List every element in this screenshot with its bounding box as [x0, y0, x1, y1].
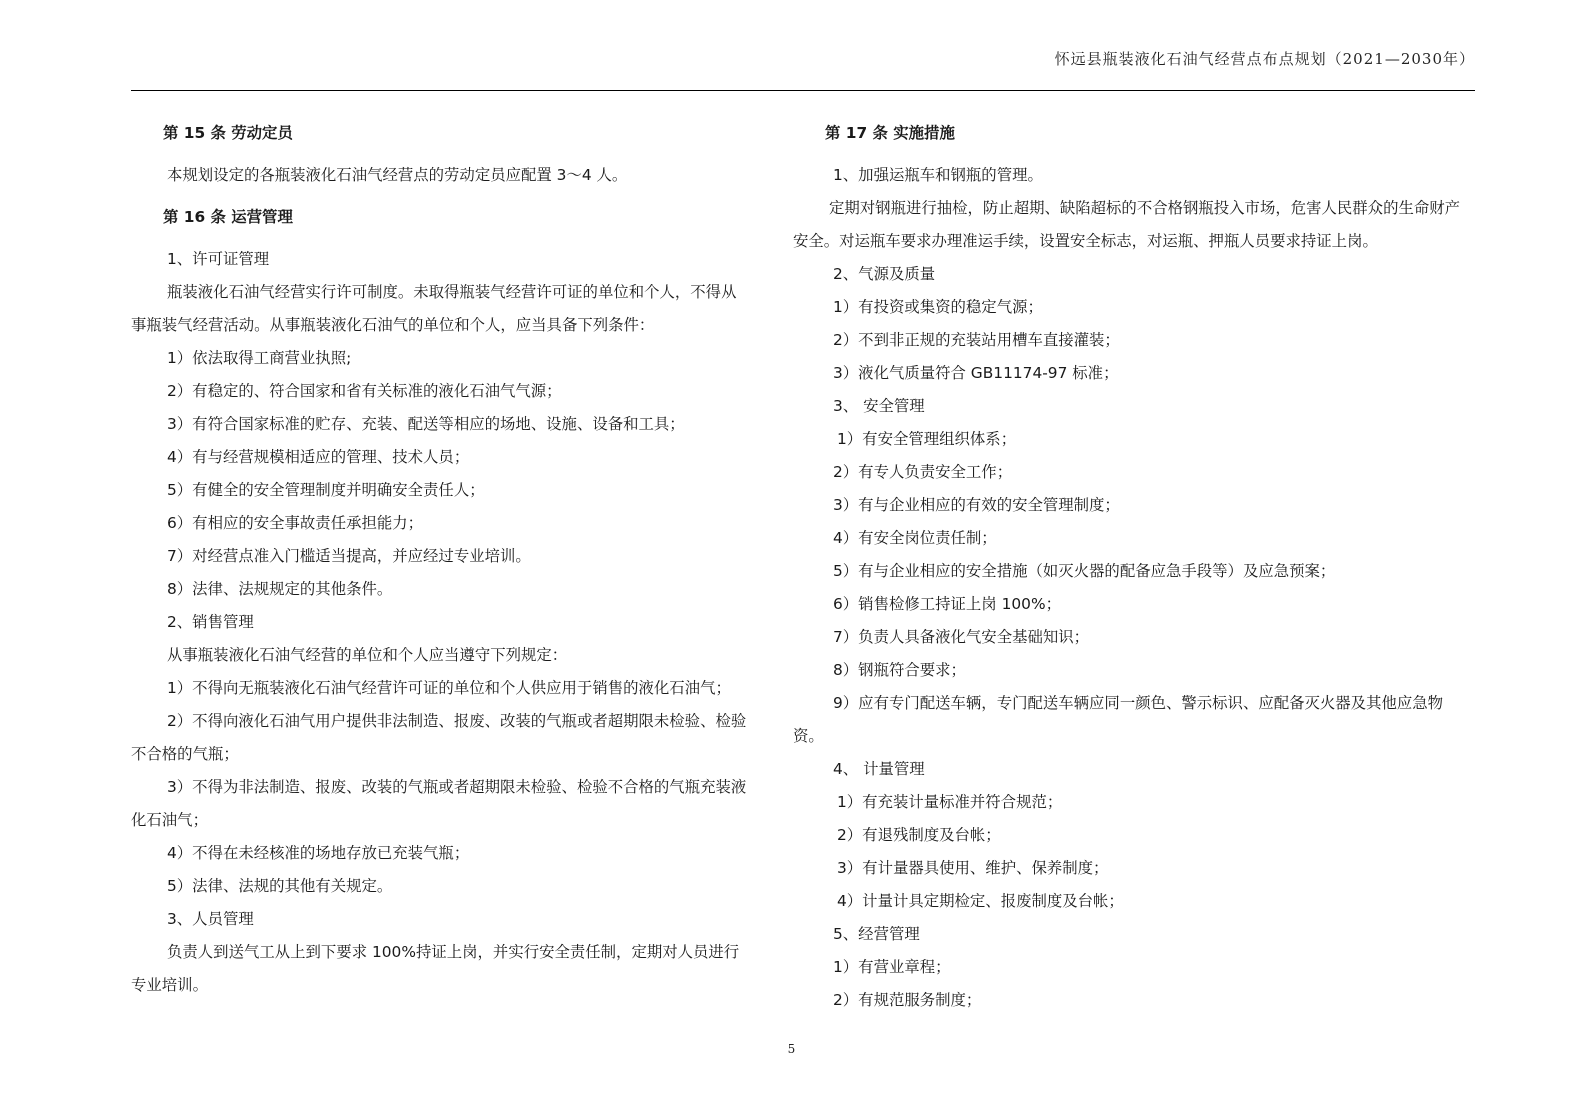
- paragraph: 负责人到送气工从上到下要求 100%持证上岗，并实行安全责任制，定期对人员进行: [167, 943, 740, 961]
- list-item-continuation: 化石油气；: [131, 811, 208, 829]
- list-item: 2）不得向液化石油气用户提供非法制造、报废、改装的气瓶或者超期限未检验、检验: [167, 712, 747, 730]
- list-item: 7）对经营点准入门槛适当提高，并应经过专业培训。: [167, 547, 531, 565]
- paragraph: 定期对钢瓶进行抽检，防止超期、缺陷超标的不合格钢瓶投入市场，危害人民群众的生命财产: [829, 199, 1461, 217]
- list-item: 2）有稳定的、符合国家和省有关标准的液化石油气气源；: [167, 382, 562, 400]
- section-heading: 3、 安全管理: [833, 397, 925, 415]
- list-item: 4）计量计具定期检定、报废制度及台帐；: [837, 892, 1124, 910]
- section-heading: 2、销售管理: [167, 613, 254, 631]
- left-column: [131, 117, 771, 1002]
- section-heading: 3、人员管理: [167, 910, 254, 928]
- article-17-title: 第 17 条 实施措施: [825, 124, 955, 142]
- paragraph: 从事瓶装液化石油气经营的单位和个人应当遵守下列规定：: [167, 646, 568, 664]
- list-item: 4）有安全岗位责任制；: [833, 529, 997, 547]
- paragraph: 瓶装液化石油气经营实行许可制度。未取得瓶装气经营许可证的单位和个人，不得从: [167, 283, 737, 301]
- list-item: 2）不到非正规的充装站用槽车直接灌装；: [833, 331, 1120, 349]
- section-heading: 5、经营管理: [833, 925, 920, 943]
- list-item: 3）液化气质量符合 GB11174-97 标准；: [833, 364, 1119, 382]
- article-15-title: 第 15 条 劳动定员: [163, 124, 293, 142]
- paragraph-continuation: 专业培训。: [131, 976, 208, 994]
- paragraph-continuation: 事瓶装气经营活动。从事瓶装液化石油气的单位和个人，应当具备下列条件：: [131, 316, 655, 334]
- section-heading: 2、气源及质量: [833, 265, 936, 283]
- list-item: 1）不得向无瓶装液化石油气经营许可证的单位和个人供应用于销售的液化石油气；: [167, 679, 731, 697]
- section-heading: 1、加强运瓶车和钢瓶的管理。: [833, 166, 1043, 184]
- list-item: 6）销售检修工持证上岗 100%；: [833, 595, 1061, 613]
- document-header: 怀远县瓶装液化石油气经营点布点规划（2021—2030年）: [1054, 50, 1475, 68]
- list-item: 4）不得在未经核准的场地存放已充装气瓶；: [167, 844, 470, 862]
- list-item: 6）有相应的安全事故责任承担能力；: [167, 514, 424, 532]
- page-number: 5: [787, 1042, 796, 1056]
- header-rule: [131, 90, 1475, 91]
- list-item: 1）有投资或集资的稳定气源；: [833, 298, 1043, 316]
- list-item: 3）不得为非法制造、报废、改装的气瓶或者超期限未检验、检验不合格的气瓶充装液: [167, 778, 747, 796]
- list-item: 3）有与企业相应的有效的安全管理制度；: [833, 496, 1120, 514]
- list-item: 9）应有专门配送车辆，专门配送车辆应同一颜色、警示标识、应配备灭火器及其他应急物: [833, 694, 1444, 712]
- list-item: 3）有符合国家标准的贮存、充装、配送等相应的场地、设施、设备和工具；: [167, 415, 685, 433]
- list-item: 8）法律、法规规定的其他条件。: [167, 580, 393, 598]
- article-15-text: 本规划设定的各瓶装液化石油气经营点的劳动定员应配置 3～4 人。: [167, 166, 628, 184]
- list-item: 5）有健全的安全管理制度并明确安全责任人；: [167, 481, 485, 499]
- list-item: 1）有安全管理组织体系；: [837, 430, 1017, 448]
- list-item: 2）有退残制度及台帐；: [837, 826, 1001, 844]
- section-heading: 1、许可证管理: [167, 250, 270, 268]
- list-item: 7）负责人具备液化气安全基础知识；: [833, 628, 1090, 646]
- list-item-continuation: 不合格的气瓶；: [131, 745, 239, 763]
- list-item: 2）有专人负责安全工作；: [833, 463, 1013, 481]
- list-item: 8）钢瓶符合要求；: [833, 661, 966, 679]
- list-item: 4）有与经营规模相适应的管理、技术人员；: [167, 448, 470, 466]
- paragraph-continuation: 安全。对运瓶车要求办理准运手续，设置安全标志，对运瓶、押瓶人员要求持证上岗。: [793, 232, 1378, 250]
- list-item: 1）有充装计量标准并符合规范；: [837, 793, 1063, 811]
- list-item: 3）有计量器具使用、维护、保养制度；: [837, 859, 1109, 877]
- list-item: 2）有规范服务制度；: [833, 991, 982, 1009]
- right-column: [793, 117, 1483, 1017]
- list-item: 5）有与企业相应的安全措施（如灭火器的配备应急手段等）及应急预案；: [833, 562, 1336, 580]
- article-16-title: 第 16 条 运营管理: [163, 208, 293, 226]
- list-item: 1）依法取得工商营业执照;: [167, 349, 352, 367]
- list-item: 5）法律、法规的其他有关规定。: [167, 877, 393, 895]
- list-item-continuation: 资。: [793, 727, 824, 745]
- section-heading: 4、 计量管理: [833, 760, 925, 778]
- list-item: 1）有营业章程；: [833, 958, 951, 976]
